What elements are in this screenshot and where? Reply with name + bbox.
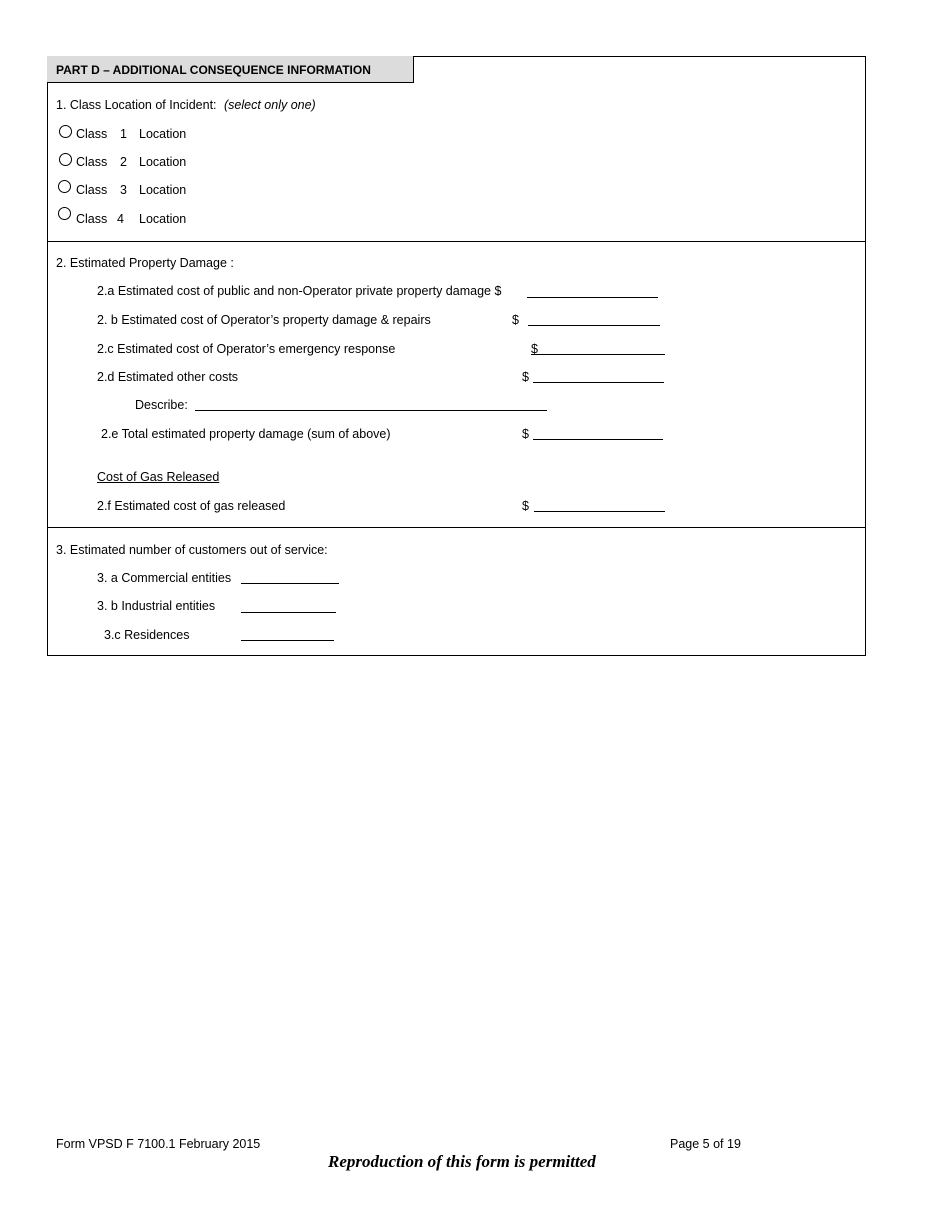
gas-released-currency: $	[522, 499, 529, 513]
part-d-form-frame	[47, 56, 866, 656]
other-costs-label: 2.d Estimated other costs	[97, 370, 239, 384]
class-1-radio[interactable]	[59, 125, 72, 138]
class-4-word: Class	[76, 212, 108, 226]
form-identifier: Form VPSD F 7100.1 February 2015	[56, 1137, 261, 1151]
reproduction-notice: Reproduction of this form is permitted	[328, 1152, 596, 1171]
public-damage-input[interactable]	[527, 297, 658, 298]
emergency-response-label: 2.c Estimated cost of Operator’s emergency response	[97, 342, 396, 356]
part-d-title: PART D – ADDITIONAL CONSEQUENCE INFORMATION	[56, 63, 371, 77]
residences-label: 3.c Residences	[104, 628, 190, 642]
class-2-location: Location	[139, 155, 187, 169]
industrial-entities-label: 3. b Industrial entities	[97, 599, 216, 613]
public-damage-label: 2.a Estimated cost of public and non-Operator private property damage $	[97, 284, 502, 298]
describe-label: Describe:	[135, 398, 188, 412]
describe-input[interactable]	[195, 410, 547, 411]
cost-of-gas-heading: Cost of Gas Released	[97, 470, 220, 484]
emergency-response-input[interactable]	[531, 354, 665, 355]
operator-damage-input[interactable]	[528, 325, 660, 326]
class-4-location: Location	[139, 212, 187, 226]
commercial-entities-input[interactable]	[261, 583, 339, 584]
class-2-number: 2	[120, 155, 127, 169]
class-3-location: Location	[139, 183, 187, 197]
residences-input[interactable]	[241, 640, 334, 641]
industrial-entities-input[interactable]	[241, 612, 336, 613]
section-divider-1	[47, 241, 866, 242]
customers-out-label: 3. Estimated number of customers out of service:	[56, 543, 328, 557]
other-costs-currency: $	[522, 370, 529, 384]
section-divider-2	[47, 527, 866, 528]
commercial-entities-input-thick[interactable]	[241, 583, 261, 584]
class-3-number: 3	[120, 183, 127, 197]
class-1-number: 1	[120, 127, 127, 141]
class-2-radio[interactable]	[59, 153, 72, 166]
gas-released-input[interactable]	[534, 511, 665, 512]
class-location-label: 1. Class Location of Incident: (select only one)	[56, 98, 316, 112]
emergency-response-currency: $	[531, 342, 538, 356]
property-damage-label: 2. Estimated Property Damage :	[56, 256, 234, 270]
class-1-word: Class	[76, 127, 108, 141]
commercial-entities-label: 3. a Commercial entities	[97, 571, 232, 585]
gas-released-label: 2.f Estimated cost of gas released	[97, 499, 286, 513]
class-3-word: Class	[76, 183, 108, 197]
other-costs-input[interactable]	[533, 382, 664, 383]
total-damage-label: 2.e Total estimated property damage (sum of above)	[101, 427, 391, 441]
total-damage-input[interactable]	[533, 439, 663, 440]
class-3-radio[interactable]	[58, 180, 71, 193]
operator-damage-currency: $	[512, 313, 519, 327]
class-2-word: Class	[76, 155, 108, 169]
select-only-one-hint: (select only one)	[224, 98, 316, 112]
class-1-location: Location	[139, 127, 187, 141]
class-4-radio[interactable]	[58, 207, 71, 220]
total-damage-currency: $	[522, 427, 529, 441]
page-number: Page 5 of 19	[670, 1137, 741, 1151]
operator-damage-label: 2. b Estimated cost of Operator’s property damage & repairs	[97, 313, 431, 327]
class-4-number: 4	[117, 212, 124, 226]
